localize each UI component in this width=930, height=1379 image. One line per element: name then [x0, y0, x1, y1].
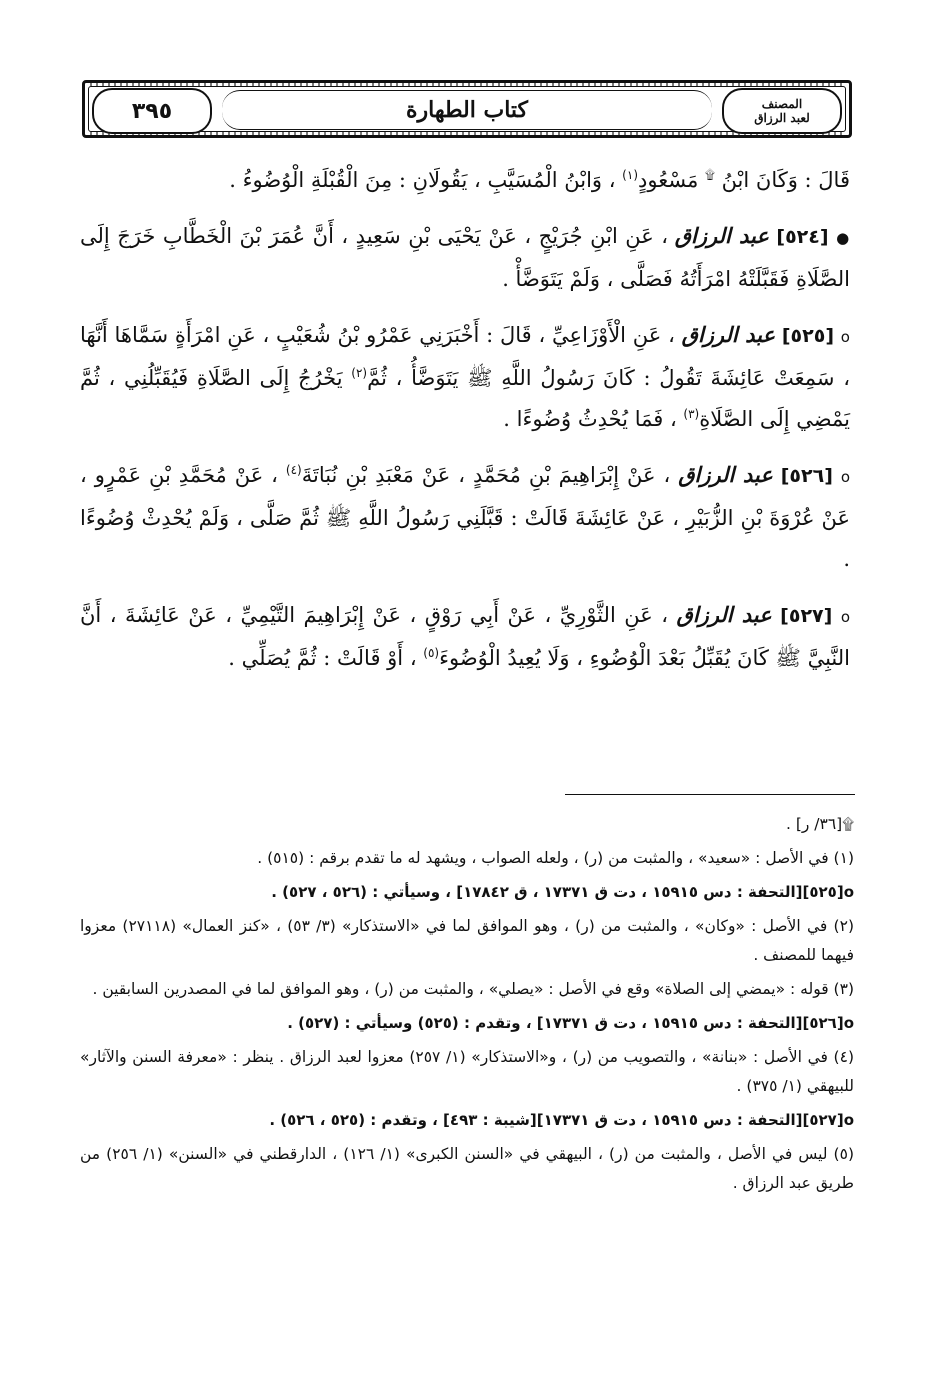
hadith-number: [٥٢٦]: [780, 465, 833, 487]
continuation-text-b: مَسْعُودٍ: [638, 168, 705, 192]
footnote-5: (٥) ليس في الأصل ، والمثبت من (ر) ، البيهقي في «السنن الكبرى» (١/ ١٢٦) ، الدارقطني في «السنن» (١/ ٢٥٦) من طريق عبد الرزاق .: [80, 1145, 854, 1192]
hollow-circle-icon: ο: [840, 608, 851, 626]
hadith-number: [٥٢٧]: [780, 605, 833, 627]
footnote-1: (١) في الأصل : «سعيد» ، والمثبت من (ر) ، ولعله الصواب ، ويشهد له ما تقدم برقم : (٥١٥) .: [257, 849, 854, 867]
hollow-circle-icon: ο: [840, 328, 850, 346]
footnote-ref-5: (٥): [423, 646, 440, 660]
hadith-text-b: يَخْرُجُ إِلَى الصَّلَاةِ فَيُقَبِّلُنِي ، ثُمَّ يَمْضِي إِلَى الصَّلَاةِ: [80, 366, 850, 431]
filled-circle-icon: ●: [836, 229, 850, 247]
folio-note: ۩[٣٦/ ر] .: [785, 815, 854, 833]
hadith-text: ، عَنِ ابْنِ جُرَيْجٍ ، عَنْ يَحْيَى بْنِ سَعِيدٍ ، أَنَّ عُمَرَ بْنَ الْخَطَّابِ خَرَجَ إِلَى الصَّلَاةِ فَقَبَّلَتْهُ امْرَأَتُهُ فَصَلَّى ، وَلَمْ يَتَوَضَّأْ .: [80, 224, 850, 291]
continuation-text-a: قَالَ : وَكَانَ ابْنُ: [714, 168, 850, 192]
footnote-4: (٤) في الأصل : «بنانة» ، والتصويب من (ر) ، و«الاستذكار» (١/ ٢٥٧) معزوا لعبد الرزاق . ينظر : «معرفة السنن والآثار» للبيهقي (١/ ٣٧٥) .: [80, 1048, 854, 1095]
hadith-text-a: ، عَنِ الْأَوْزَاعِيِّ ، قَالَ : أَخْبَرَنِي عَمْرُو بْنُ شُعَيْبٍ ، عَنِ امْرَأَةٍ سَمَّاهَا أَنَّهَا ، سَمِعَتْ عَائِشَةَ تَقُولُ : كَانَ رَسُولُ اللَّهِ ﷺ يَتَوَضَّأُ ، ثُمَّ: [80, 323, 850, 390]
narrator-name: عبد الرزاق: [676, 602, 772, 627]
chapter-title: كتاب الطهارة: [405, 97, 529, 123]
book-logo-box: [722, 88, 842, 134]
hollow-circle-icon: ο: [840, 468, 850, 486]
footnotes: [80, 810, 854, 1203]
hadith-524: [80, 215, 850, 300]
main-text: [80, 160, 850, 693]
hadith-text-a: ، عَنْ إِبْرَاهِيمَ بْنِ مُحَمَّدٍ ، عَنْ مَعْبَدِ بْنِ نُبَاتَةَ: [301, 463, 679, 487]
folio-mark-icon: ۩: [705, 168, 715, 183]
narrator-name: عبد الرزاق: [681, 322, 776, 347]
source-note-525: ο[٥٢٥][التحفة : دس ١٥٩١٥ ، دت ق ١٧٣٧١ ، ق ١٧٨٤٢] ، وسيأتي : (٥٢٦ ، ٥٢٧) .: [271, 883, 854, 901]
hadith-text-a: ، عَنِ الثَّوْرِيِّ ، عَنْ أَبِي رَوْقٍ ، عَنْ إِبْرَاهِيمَ التَّيْمِيِّ ، عَنْ عَائِشَةَ ، أَنَّ النَّبِيَّ ﷺ كَانَ يُقَبِّلُ بَعْدَ الْوُضُوءِ ، وَلَا يُعِيدُ الْوُضُوءَ: [80, 603, 850, 670]
footnote-ref-4: (٤): [285, 463, 302, 477]
book-logo: [754, 97, 810, 125]
header-ornament-top: [90, 80, 844, 86]
hadith-number: [٥٢٤]: [776, 226, 829, 248]
hadith-526: [80, 454, 850, 580]
continuation-text-c: ، وَابْنُ الْمُسَيَّبِ ، يَقُولَانِ : مِنَ الْقُبْلَةِ الْوُضُوءُ .: [229, 168, 623, 192]
continuation-paragraph: [80, 160, 850, 201]
hadith-527: [80, 594, 850, 679]
footnote-ref-2: (٢): [351, 366, 368, 380]
footnote-ref-1: (١): [622, 168, 638, 182]
narrator-name: عبد الرزاق: [678, 462, 773, 487]
running-header: [82, 80, 852, 138]
hadith-number: [٥٢٥]: [781, 325, 835, 347]
hadith-text-b: ، أَوْ قَالَتْ : ثُمَّ يُصَلِّي .: [228, 646, 424, 670]
footnote-ref-3: (٣): [683, 407, 700, 421]
footnote-3: (٣) قوله : «يمضي إلى الصلاة» وقع في الأصل : «يصلي» ، والمثبت من (ر) ، وهو الموافق لما في المصدرين السابقين .: [92, 980, 854, 998]
narrator-name: عبد الرزاق: [674, 223, 769, 248]
book-logo-line-1: المصنف: [761, 97, 803, 111]
hadith-text-b: ، عَنْ مُحَمَّدِ بْنِ عَمْرٍو ، عَنْ عُرْوَةَ بْنِ الزُّبَيْرِ ، عَنْ عَائِشَةَ قَالَتْ : قَبَّلَنِي رَسُولُ اللَّهِ ﷺ ثُمَّ صَلَّى ، وَلَمْ يُحْدِثْ وُضُوءًا .: [80, 463, 850, 571]
header-ornament-bottom: [90, 132, 844, 138]
page-number: ٣٩٥: [131, 98, 173, 124]
book-logo-line-2: لعبد الرزاق: [754, 111, 810, 125]
hadith-525: [80, 314, 850, 440]
chapter-title-box: [222, 90, 712, 130]
page-number-box: [92, 88, 212, 134]
hadith-text-c: ، فَمَا يُحْدِثُ وُضُوءًا .: [503, 407, 684, 431]
footnote-separator: [565, 794, 855, 795]
source-note-527: ο[٥٢٧][التحفة : دس ١٥٩١٥ ، دت ق ١٧٣٧١][شيبة : ٤٩٣] ، وتقدم : (٥٢٥ ، ٥٢٦) .: [269, 1111, 854, 1129]
source-note-526: ο[٥٢٦][التحفة : دس ١٥٩١٥ ، دت ق ١٧٣٧١] ، وتقدم : (٥٢٥) وسيأتي : (٥٢٧) .: [287, 1014, 854, 1032]
footnote-2: (٢) في الأصل : «وكان» ، والمثبت من (ر) ، وهو الموافق لما في «الاستذكار» (٣/ ٥٣) ، «كنز العمال» (٢٧١١٨) معزوا فيهما للمصنف .: [80, 917, 854, 964]
